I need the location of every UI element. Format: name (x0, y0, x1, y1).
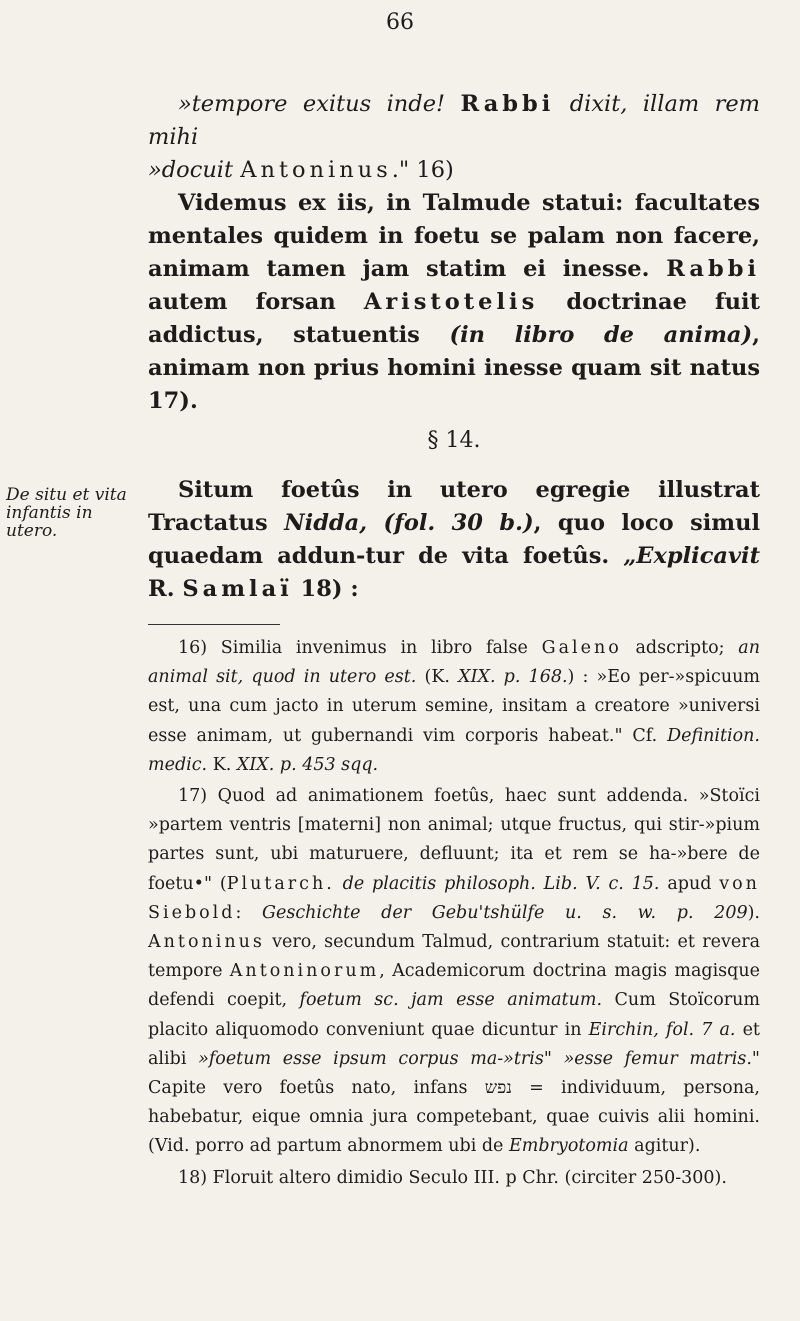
footnote-17: 17) Quod ad animationem foetûs, haec sunt addenda. »Stoïci »partem ventris [materni] non animal; utque fructus, qui stir-»pium partes sunt, ubi maturuere, defluunt; ita et rem se ha-»bere de foetu•" (Plutarch. de placitis philosoph. Lib. V. c. 15. apud von Siebold: Geschichte der Gebu'tshülfe u. s. w. p. 209). Antoninus vero, secundum Talmud, contrarium statuit: et revera tempore Antoninorum, Academicorum doctrina magis magisque defendi coepit, foetum sc. jam esse animatum. Cum Stoïcorum placito aliquomodo conveniunt quae dicuntur in Eirchin, fol. 7 a. et alibi »foetum esse ipsum corpus ma-»tris" »esse femur matris." Capite vero foetûs nato, infans נפש = individuum, persona, habebatur, eique omnia jura competebant, quae cuivis alii homini. (Vid. porro ad partum abnormem ubi de Embryotomia agitur). (148, 786, 760, 1157)
paragraph-quote-end: »tempore exitus inde! Rabbi dixit, illam rem mihi »docuit Antoninus." 16) (148, 91, 761, 183)
section-heading: § 14. (427, 428, 481, 453)
footnotes (148, 634, 760, 1195)
paragraph-situs-foetus: Situm foetûs in utero egregie illustrat Tractatus Nidda, (fol. 30 b.), quo loco simul quaedam addun-tur de vita foetûs. „Explicavit R. Samlaï 18) : (148, 477, 760, 602)
footnote-16: 16) Similia invenimus in libro false Galeno adscripto; an animal sit, quod in utero est. (K. XIX. p. 168.) : »Eo per-»spicuum est, una cum jacto in uterum semine, insitam a creatore »universi esse animam, ut gubernandi vim corporis habeat." Cf. Definition. medic. K. XIX. p. 453 sqq. (148, 638, 760, 775)
page-number: 66 (386, 10, 414, 35)
margin-note: De situ et vita infantis in utero. (6, 485, 127, 541)
body-text-section-14 (148, 474, 760, 606)
footnote-18: 18) Floruit altero dimidio Seculo III. p Chr. (circiter 250-300). (178, 1167, 727, 1188)
footnote-divider (148, 624, 280, 625)
paragraph-talmud-soul: Videmus ex iis, in Talmude statui: facultates mentales quidem in foetu se palam non facere, animam tamen jam statim ei inesse. Rabbi autem forsan Aristotelis doctrinae fuit addictus, statuentis (in libro de anima), animam non prius homini inesse quam sit natus 17). (148, 190, 760, 414)
body-text (148, 88, 760, 418)
